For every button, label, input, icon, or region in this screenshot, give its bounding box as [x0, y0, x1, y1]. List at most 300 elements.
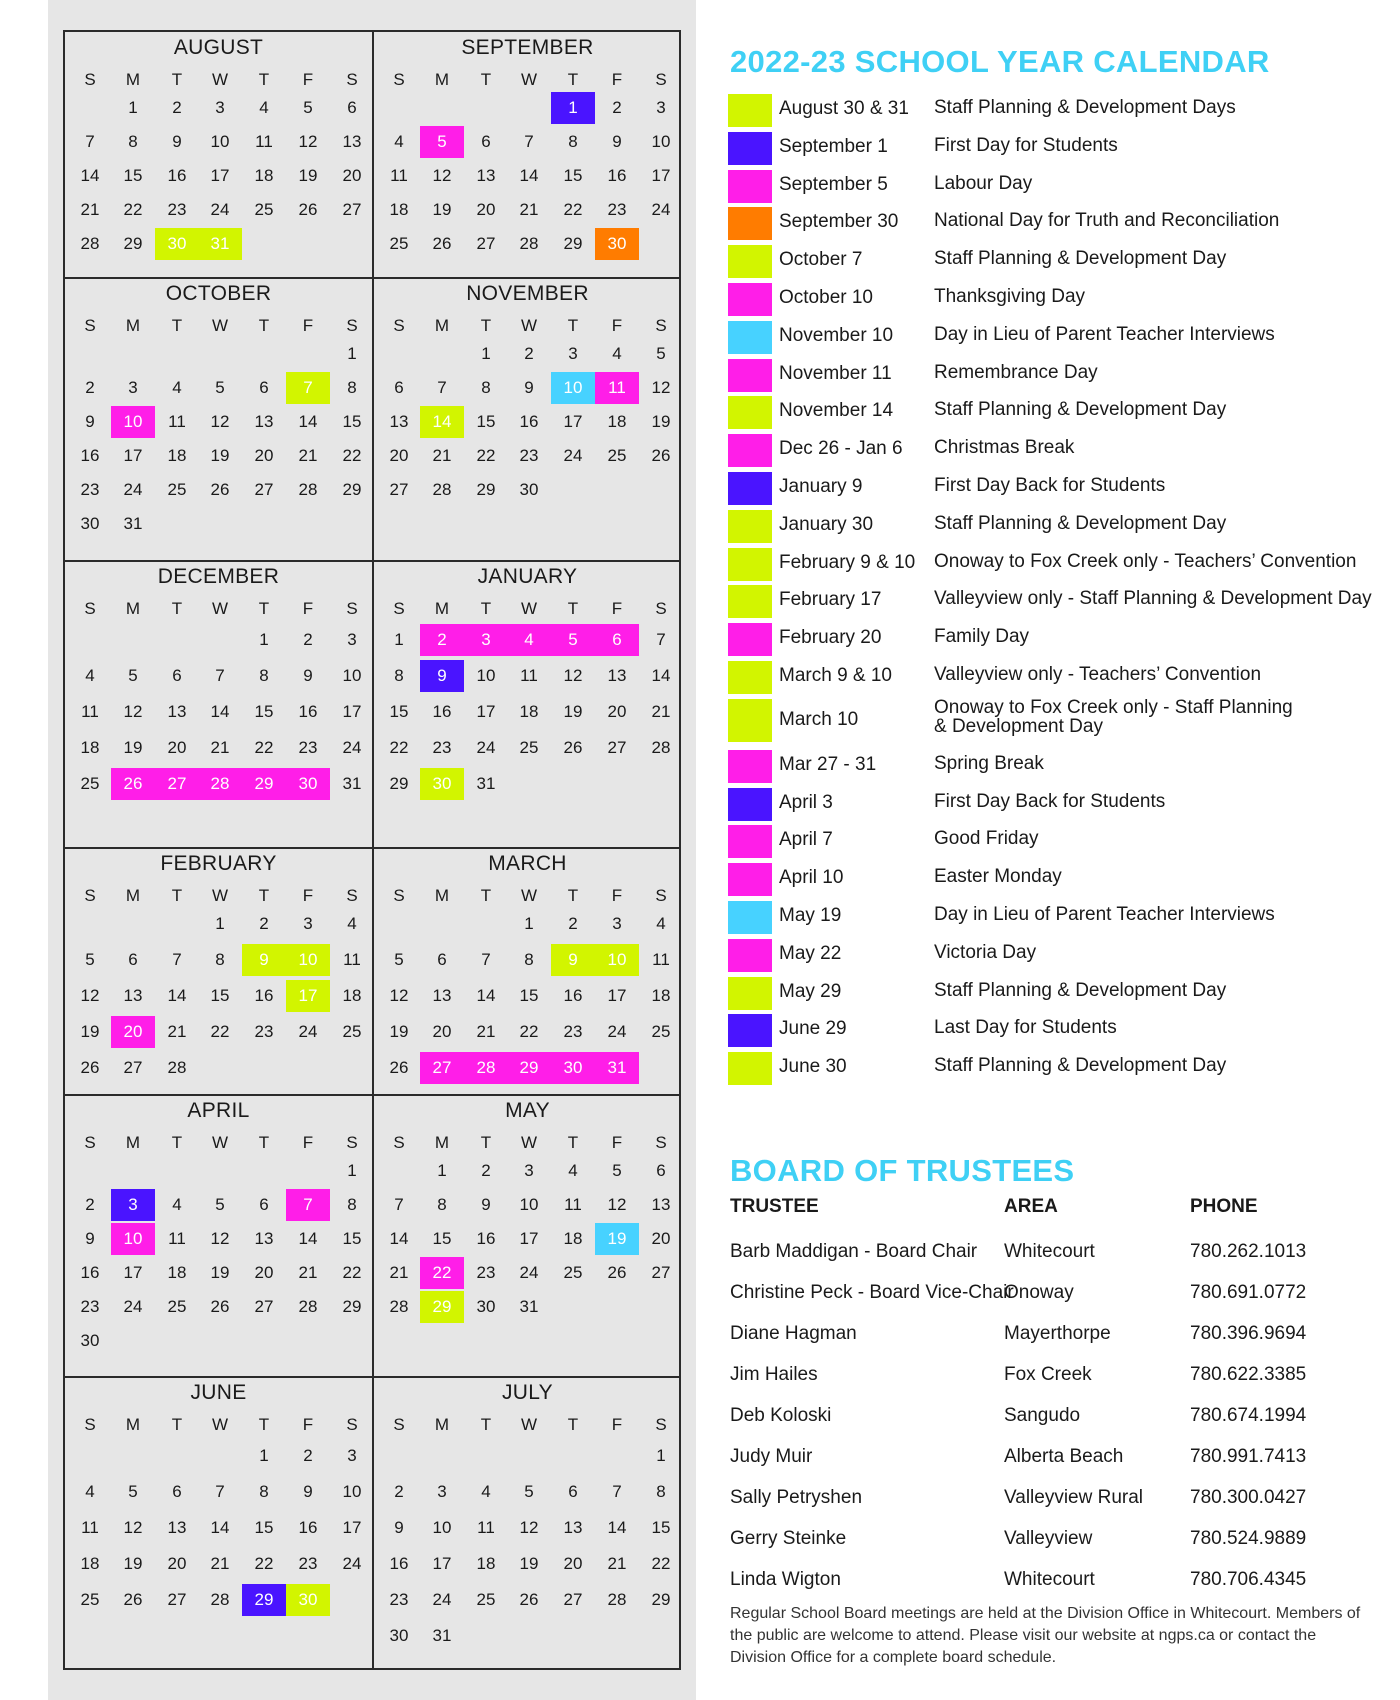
trustee-name: Diane Hagman: [730, 1323, 857, 1344]
weekday-header: M: [125, 1415, 141, 1434]
legend-description: Victoria Day: [934, 941, 1037, 963]
weekday-header: T: [567, 599, 579, 618]
calendar-day: 27: [607, 738, 627, 757]
calendar-day: 24: [432, 1590, 452, 1609]
calendar-day: 7: [612, 1482, 622, 1501]
calendar-day: 13: [651, 1195, 671, 1214]
legend-row: [728, 583, 1388, 620]
calendar-day: 11: [343, 950, 361, 969]
calendar-day: 16: [519, 412, 539, 431]
calendar-day: 24: [519, 1263, 539, 1282]
calendar-day: 10: [342, 666, 362, 685]
legend-description: Last Day for Students: [934, 1017, 1117, 1039]
legend-date: September 30: [779, 211, 899, 233]
weekday-header: S: [393, 70, 405, 89]
weekday-header: M: [434, 1133, 450, 1152]
month-title: OCTOBER: [165, 282, 272, 305]
month-title: DECEMBER: [157, 565, 280, 588]
legend-date: November 14: [779, 400, 894, 422]
calendar-day: 8: [347, 1195, 357, 1214]
calendar-day: 29: [389, 774, 409, 793]
calendar-day: 14: [389, 1229, 409, 1248]
calendar-day: 26: [563, 738, 583, 757]
calendar-day: 9: [172, 132, 182, 151]
weekday-header: M: [125, 1133, 141, 1152]
calendar-day: 28: [298, 480, 318, 499]
calendar-day: 4: [394, 132, 404, 151]
calendar-day: 24: [123, 480, 143, 499]
calendar-day: 25: [254, 200, 274, 219]
calendar-day: 4: [481, 1482, 491, 1501]
weekday-header: W: [211, 599, 229, 618]
calendar-day: 27: [342, 200, 362, 219]
calendar-day: 6: [172, 1482, 182, 1501]
legend-date: June 30: [779, 1056, 847, 1078]
legend-row: [728, 281, 1388, 318]
calendar-day: 2: [612, 98, 622, 117]
trustee-row: [730, 1569, 1370, 1599]
calendar-day: 12: [123, 1518, 143, 1537]
calendar-day: 1: [656, 1446, 666, 1465]
calendar-day: 2: [172, 98, 182, 117]
calendar-day: 1: [394, 630, 404, 649]
calendar-day: 30: [595, 228, 639, 260]
legend-row: [728, 243, 1388, 280]
calendar-day: 23: [432, 738, 452, 757]
legend-swatch: [728, 939, 772, 972]
calendar-day: 20: [167, 738, 187, 757]
legend-description: National Day for Truth and Reconciliation: [934, 210, 1280, 232]
calendar-day: 18: [80, 1554, 100, 1573]
calendar-day: 13: [254, 412, 274, 431]
calendar-day: 1: [259, 1446, 269, 1465]
calendar-day: 12: [210, 412, 230, 431]
calendar-day: 2: [481, 1161, 491, 1180]
weekday-header: T: [567, 1133, 579, 1152]
weekday-header: F: [302, 316, 314, 335]
calendar-day: 12: [519, 1518, 539, 1537]
calendar-day: 3: [656, 98, 666, 117]
calendar-day: 27: [123, 1058, 143, 1077]
calendar-day: 16: [167, 166, 187, 185]
weekday-header: W: [211, 70, 229, 89]
legend-swatch: [728, 396, 772, 429]
calendar-day: 25: [167, 480, 187, 499]
calendar-day: 24: [123, 1297, 143, 1316]
legend-date: October 10: [779, 287, 873, 308]
calendar-day: 13: [432, 986, 452, 1005]
calendar-day: 25: [519, 738, 539, 757]
calendar-day: 27: [563, 1590, 583, 1609]
calendar-day: 23: [167, 200, 187, 219]
calendar-day: 16: [80, 1263, 100, 1282]
month-title: AUGUST: [173, 36, 264, 59]
legend-date: August 30 & 31: [779, 98, 909, 119]
legend-swatch: [728, 132, 772, 165]
calendar-day: 9: [394, 1518, 404, 1537]
legend-description: Onoway to Fox Creek only - Staff Planning & Development Day: [934, 696, 1293, 737]
calendar-day: 22: [254, 1554, 274, 1573]
trustee-area: Sangudo: [1004, 1405, 1081, 1426]
calendar-day: 15: [254, 1518, 274, 1537]
weekday-header: M: [125, 70, 141, 89]
calendar-day: 28: [80, 234, 100, 253]
trustee-area: Alberta Beach: [1004, 1446, 1124, 1467]
legend-swatch: [728, 321, 772, 354]
calendar-day: 25: [563, 1263, 583, 1282]
calendar-day: 13: [342, 132, 362, 151]
calendar-day: 24: [476, 738, 496, 757]
calendar-day: 20: [476, 200, 496, 219]
calendar-day: 17: [342, 1518, 362, 1537]
calendar-day: 15: [389, 702, 409, 721]
legend-description: First Day Back for Students: [934, 475, 1166, 496]
calendar-day: 8: [259, 1482, 269, 1501]
calendar-day: 24: [342, 738, 362, 757]
legend-row: [728, 1012, 1388, 1049]
calendar-day: 12: [651, 378, 671, 397]
weekday-header: T: [171, 1133, 183, 1152]
calendar-day: 12: [298, 132, 318, 151]
calendar-day: 26: [123, 1590, 143, 1609]
month-july: [374, 1377, 681, 1670]
legend-description: Staff Planning & Development Day: [934, 979, 1227, 1001]
month-title: APRIL: [187, 1099, 250, 1122]
trustee-name: Christine Peck - Board Vice-Chair: [730, 1282, 1014, 1303]
calendar-day: 15: [123, 166, 143, 185]
calendar-day: 28: [464, 1052, 508, 1084]
calendar-day: 22: [210, 1022, 230, 1041]
legend-swatch: [728, 788, 772, 821]
trustee-area: Valleyview Rural: [1004, 1487, 1144, 1508]
legend-swatch: [728, 977, 772, 1010]
calendar-day: 31: [123, 514, 143, 533]
calendar-day: 5: [612, 1161, 622, 1180]
month-title: FEBRUARY: [160, 852, 277, 875]
calendar-day: 1: [347, 1161, 357, 1180]
calendar-day: 24: [342, 1554, 362, 1573]
calendar-day: 8: [568, 132, 578, 151]
calendar-day: 28: [651, 738, 671, 757]
weekday-header: F: [302, 599, 314, 618]
legend-swatch: [728, 170, 772, 203]
legend-swatch: [728, 623, 772, 656]
calendar-day: 29: [563, 234, 583, 253]
calendar-day: 15: [342, 412, 362, 431]
legend-description: Labour Day: [934, 172, 1033, 194]
weekday-header: S: [84, 599, 96, 618]
month-april: [65, 1095, 372, 1377]
weekday-header: S: [655, 599, 667, 618]
calendar-day: 11: [564, 1195, 582, 1214]
weekday-header: T: [171, 886, 183, 905]
month-title: SEPTEMBER: [461, 36, 594, 59]
month-march: [374, 848, 681, 1095]
calendar-day: 15: [519, 986, 539, 1005]
calendar-day: 25: [80, 774, 100, 793]
calendar-day: 26: [210, 480, 230, 499]
legend-swatch: [728, 207, 772, 240]
legend-row: [728, 975, 1388, 1012]
calendar-day: 22: [563, 200, 583, 219]
calendar-day: 16: [254, 986, 274, 1005]
calendar-day: 23: [607, 200, 627, 219]
calendar-day: 21: [389, 1263, 409, 1282]
legend-date: January 9: [779, 476, 863, 497]
legend-description: First Day Back for Students: [934, 790, 1166, 812]
calendar-day: 15: [476, 412, 496, 431]
legend-row: [728, 786, 1388, 823]
calendar-day: 9: [85, 412, 95, 431]
calendar-day: 3: [347, 630, 357, 649]
calendar-day: 10: [111, 406, 155, 438]
calendar-day: 24: [563, 446, 583, 465]
weekday-header: S: [655, 1415, 667, 1434]
weekday-header: S: [655, 1133, 667, 1152]
calendar-day: 9: [524, 378, 534, 397]
calendar-day: 2: [303, 1446, 313, 1465]
legend-description: Remembrance Day: [934, 361, 1098, 383]
calendar-day: 22: [389, 738, 409, 757]
month-title: JULY: [502, 1381, 553, 1404]
calendar-day: 7: [481, 950, 491, 969]
calendar-day: 25: [342, 1022, 362, 1041]
calendar-day: 22: [420, 1257, 464, 1289]
month-october: [65, 278, 372, 561]
calendar-day: 4: [507, 624, 551, 656]
legend-swatch: [728, 825, 772, 858]
month-august: [65, 32, 372, 278]
phone-column-header: PHONE: [1190, 1196, 1258, 1217]
calendar-day: 8: [394, 666, 404, 685]
trustee-area: Onoway: [1004, 1282, 1074, 1303]
weekday-header: F: [611, 70, 623, 89]
legend-row: [728, 621, 1388, 658]
trustee-row: [730, 1528, 1370, 1558]
calendar-day: 28: [432, 480, 452, 499]
calendar-day: 27: [167, 1590, 187, 1609]
legend-row: [728, 697, 1388, 744]
legend-date: April 3: [779, 791, 833, 813]
legend-date: September 1: [779, 135, 888, 157]
calendar-day: 10: [286, 944, 330, 976]
calendar-day: 9: [303, 1482, 313, 1501]
trustee-name: Sally Petryshen: [730, 1487, 863, 1508]
legend-row: [728, 319, 1388, 356]
weekday-header: F: [302, 1415, 314, 1434]
calendar-day: 12: [210, 1229, 230, 1248]
calendar-day: 20: [254, 446, 274, 465]
calendar-day: 4: [85, 666, 95, 685]
trustee-row: [730, 1487, 1370, 1517]
calendar-day: 6: [595, 624, 639, 656]
calendar-day: 20: [111, 1016, 155, 1048]
calendar-day: 16: [80, 446, 100, 465]
weekday-header: F: [611, 1133, 623, 1152]
calendar-day: 28: [607, 1590, 627, 1609]
calendar-day: 10: [595, 944, 639, 976]
calendar-day: 12: [80, 986, 100, 1005]
calendar-day: 6: [259, 1195, 269, 1214]
legend-date: February 9 & 10: [779, 551, 916, 573]
calendar-day: 18: [80, 738, 100, 757]
calendar-day: 8: [128, 132, 138, 151]
calendar-day: 10: [519, 1195, 539, 1214]
calendar-day: 13: [123, 986, 143, 1005]
weekday-header: T: [480, 1133, 492, 1152]
calendar-day: 17: [286, 980, 330, 1012]
calendar-day: 28: [210, 1590, 230, 1609]
legend-row: [728, 357, 1388, 394]
calendar-day: 9: [612, 132, 622, 151]
legend-date: May 22: [779, 942, 842, 964]
calendar-day: 2: [420, 624, 464, 656]
legend-row: [728, 823, 1388, 860]
trustee-area: Whitecourt: [1004, 1241, 1095, 1262]
board-meeting-note: Regular School Board meetings are held at the Division Office in Whitecourt. Members of the public are welcome to attend. Please visit our website at ngps.ca or contact the Division Office for a complete board schedule.: [730, 1605, 1361, 1666]
calendar-day: 31: [595, 1052, 639, 1084]
calendar-day: 24: [210, 200, 230, 219]
calendar-day: 20: [607, 702, 627, 721]
calendar-day: 17: [607, 986, 627, 1005]
calendar-day: 18: [519, 702, 539, 721]
calendar-day: 18: [167, 1263, 187, 1282]
legend-description: Good Friday: [934, 828, 1039, 850]
calendar-day: 14: [298, 1229, 318, 1248]
board-title: BOARD OF TRUSTEES: [730, 1153, 1075, 1188]
calendar-day: 23: [298, 1554, 318, 1573]
trustee-name: Gerry Steinke: [730, 1528, 847, 1549]
calendar-day: 14: [607, 1518, 627, 1537]
calendar-day: 15: [210, 986, 230, 1005]
calendar-day: 21: [519, 200, 539, 219]
weekday-header: T: [171, 316, 183, 335]
calendar-day: 17: [210, 166, 230, 185]
legend-swatch: [728, 548, 772, 581]
calendar-day: 10: [432, 1518, 452, 1537]
trustee-name: Linda Wigton: [730, 1569, 841, 1590]
calendar-day: 9: [420, 660, 464, 692]
calendar-day: 31: [519, 1297, 539, 1316]
weekday-header: F: [611, 316, 623, 335]
calendar-day: 22: [254, 738, 274, 757]
legend-row: [728, 937, 1388, 974]
trustee-phone: 780.674.1994: [1190, 1405, 1307, 1426]
trustee-phone: 780.396.9694: [1190, 1323, 1307, 1344]
calendar-day: 16: [298, 702, 318, 721]
calendar-day: 2: [85, 378, 95, 397]
legend-description: Thanksgiving Day: [934, 286, 1086, 307]
calendar-day: 13: [167, 702, 187, 721]
calendar-day: 3: [568, 344, 578, 363]
weekday-header: T: [480, 70, 492, 89]
calendar-day: 8: [215, 950, 225, 969]
calendar-day: 17: [476, 702, 496, 721]
legend-row: [728, 1050, 1388, 1087]
trustee-name: Deb Koloski: [730, 1405, 832, 1426]
calendar-day: 30: [80, 514, 100, 533]
calendar-day: 28: [198, 768, 242, 800]
legend-description: Spring Break: [934, 752, 1044, 774]
calendar-day: 23: [254, 1022, 274, 1041]
calendar-day: 5: [128, 1482, 138, 1501]
month-september: [374, 32, 681, 278]
calendar-day: 23: [80, 1297, 100, 1316]
calendar-day: 20: [167, 1554, 187, 1573]
calendar-day: 19: [123, 738, 143, 757]
calendar-day: 25: [607, 446, 627, 465]
legend-description: Staff Planning & Development Days: [934, 97, 1236, 118]
calendar-day: 17: [519, 1229, 539, 1248]
trustee-phone: 780.991.7413: [1190, 1446, 1307, 1467]
calendar-day: 11: [255, 132, 273, 151]
calendar-day: 26: [432, 234, 452, 253]
calendar-day: 1: [551, 92, 595, 124]
legend-row: [728, 394, 1388, 431]
weekday-header: S: [84, 886, 96, 905]
calendar-day: 23: [563, 1022, 583, 1041]
weekday-header: M: [125, 316, 141, 335]
legend-row: [728, 92, 1388, 129]
calendar-day: 31: [342, 774, 362, 793]
calendar-day: 24: [298, 1022, 318, 1041]
legend-date: March 10: [779, 708, 859, 730]
calendar-day: 10: [651, 132, 671, 151]
trustee-row: [730, 1323, 1370, 1353]
legend-swatch: [728, 472, 772, 505]
legend-swatch: [728, 94, 772, 127]
calendar-day: 20: [389, 446, 409, 465]
calendar-day: 3: [111, 1189, 155, 1221]
weekday-header: S: [655, 316, 667, 335]
legend-date: February 17: [779, 589, 882, 611]
calendar-day: 21: [210, 738, 230, 757]
weekday-header: T: [258, 316, 270, 335]
calendar-day: 18: [563, 1229, 583, 1248]
calendar-day: 17: [342, 702, 362, 721]
calendar-day: 18: [651, 986, 671, 1005]
month-june: [65, 1377, 372, 1670]
calendar-day: 7: [215, 1482, 225, 1501]
legend-description: Day in Lieu of Parent Teacher Interviews: [934, 323, 1275, 345]
calendar-day: 23: [476, 1263, 496, 1282]
calendar-day: 5: [394, 950, 404, 969]
trustee-row: [730, 1282, 1370, 1312]
calendar-day: 14: [651, 666, 671, 685]
calendar-day: 25: [651, 1022, 671, 1041]
calendar-day: 14: [80, 166, 100, 185]
calendar-day: 18: [389, 200, 409, 219]
calendar-day: 19: [595, 1223, 639, 1255]
calendar-day: 10: [551, 372, 595, 404]
calendar-day: 30: [286, 768, 330, 800]
weekday-header: S: [84, 316, 96, 335]
weekday-header: S: [346, 886, 358, 905]
calendar-day: 8: [481, 378, 491, 397]
calendar-day: 11: [652, 950, 670, 969]
legend-date: September 5: [779, 173, 888, 195]
calendar-day: 1: [481, 344, 491, 363]
calendar-day: 5: [524, 1482, 534, 1501]
weekday-header: S: [655, 886, 667, 905]
trustee-name: Barb Maddigan - Board Chair: [730, 1241, 978, 1262]
calendar-day: 18: [607, 412, 627, 431]
weekday-header: W: [520, 886, 538, 905]
legend-description: Easter Monday: [934, 866, 1062, 888]
calendar-day: 1: [437, 1161, 447, 1180]
calendar-day: 20: [651, 1229, 671, 1248]
weekday-header: F: [302, 1133, 314, 1152]
